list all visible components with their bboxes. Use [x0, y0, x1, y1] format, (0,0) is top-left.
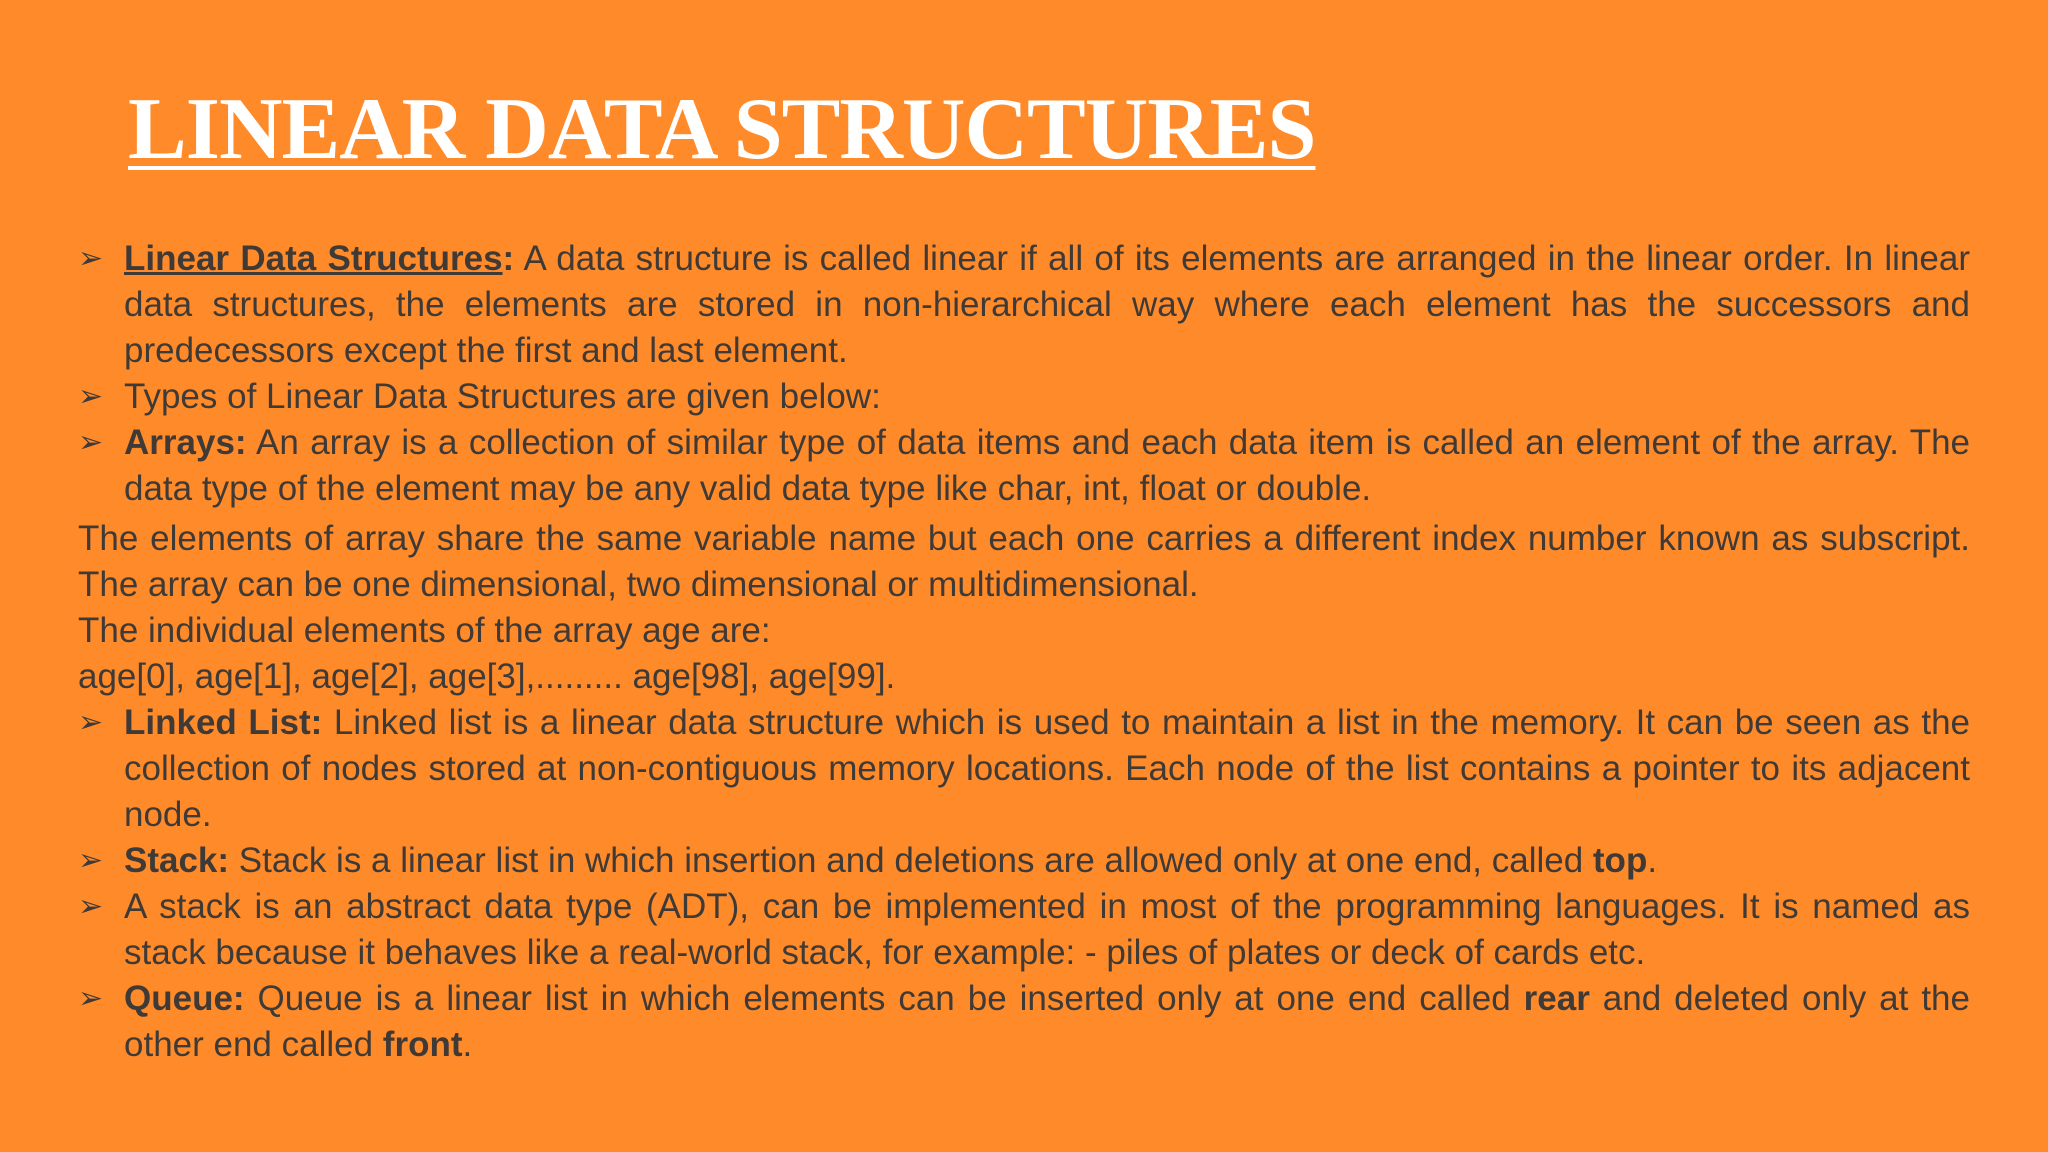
slide-content [78, 236, 1970, 1068]
arrow-bullet-icon: ➢ [78, 379, 104, 414]
term-queue: Queue: [124, 979, 245, 1018]
definition-queue-part1: Queue is a linear list in which elements can be inserted only at one end called [244, 979, 1524, 1018]
definition-stack: Stack is a linear list in which insertion and deletions are allowed only at one end, called [229, 841, 1593, 880]
bullet-stack [78, 838, 1970, 884]
slide-title: LINEAR DATA STRUCTURES [128, 81, 1316, 178]
arrow-bullet-icon: ➢ [78, 241, 104, 276]
definition-arrays: An array is a collection of similar type of data items and each data item is called an element of the array. The data type of the element may be any valid data type like char, int, float or double. [124, 423, 1970, 508]
paragraph-array-elements: The individual elements of the array age are: [78, 611, 771, 650]
arrow-bullet-icon: ➢ [78, 425, 104, 460]
bullet-types [78, 374, 1970, 420]
arrow-bullet-icon: ➢ [78, 705, 104, 740]
stack-adt-text: A stack is an abstract data type (ADT), can be implemented in most of the programming languages. It is named as stack because it behaves like a real-world stack, for example: - piles of plates or deck of cards etc. [124, 887, 1970, 972]
paragraph-array-subscript: The elements of array share the same variable name but each one carries a different index number known as subscript. The array can be one dimensional, two dimensional or multidimensional. [78, 519, 1970, 604]
bullet-queue [78, 976, 1970, 1068]
term-colon: : [502, 239, 515, 278]
arrow-bullet-icon: ➢ [78, 981, 104, 1016]
bullet-stack-adt [78, 884, 1970, 976]
definition-linked-list: Linked list is a linear data structure which is used to maintain a list in the memory. It can be seen as the collection of nodes stored at non-contiguous memory locations. Each node of the list contains a pointer to its adjacent node. [124, 703, 1971, 834]
stack-tail: . [1647, 841, 1658, 880]
bullet-linear-data-structures [78, 236, 1970, 374]
term-top: top [1592, 841, 1648, 880]
paragraph-array-example: age[0], age[1], age[2], age[3],......... age[98], age[99]. [78, 657, 896, 696]
queue-tail: . [462, 1025, 473, 1064]
arrow-bullet-icon: ➢ [78, 843, 104, 878]
bullet-arrays [78, 420, 1970, 512]
definition-queue-part2: and deleted only at the other end called [124, 979, 1970, 1064]
term-front: front [382, 1025, 463, 1064]
bullet-linked-list [78, 700, 1970, 838]
definition-linear-data-structures: A data structure is called linear if all of its elements are arranged in the linear order. In linear data structures, the elements are stored in non-hierarchical way where each element has the successors and predecessors except the first and last element. [124, 239, 1970, 370]
term-rear: rear [1523, 979, 1590, 1018]
types-text: Types of Linear Data Structures are given below: [124, 377, 881, 416]
term-arrays: Arrays: [124, 423, 247, 462]
arrow-bullet-icon: ➢ [78, 889, 104, 924]
term-stack: Stack: [124, 841, 230, 880]
term-linear-data-structures: Linear Data Structures [124, 239, 503, 278]
term-linked-list: Linked List: [124, 703, 323, 742]
